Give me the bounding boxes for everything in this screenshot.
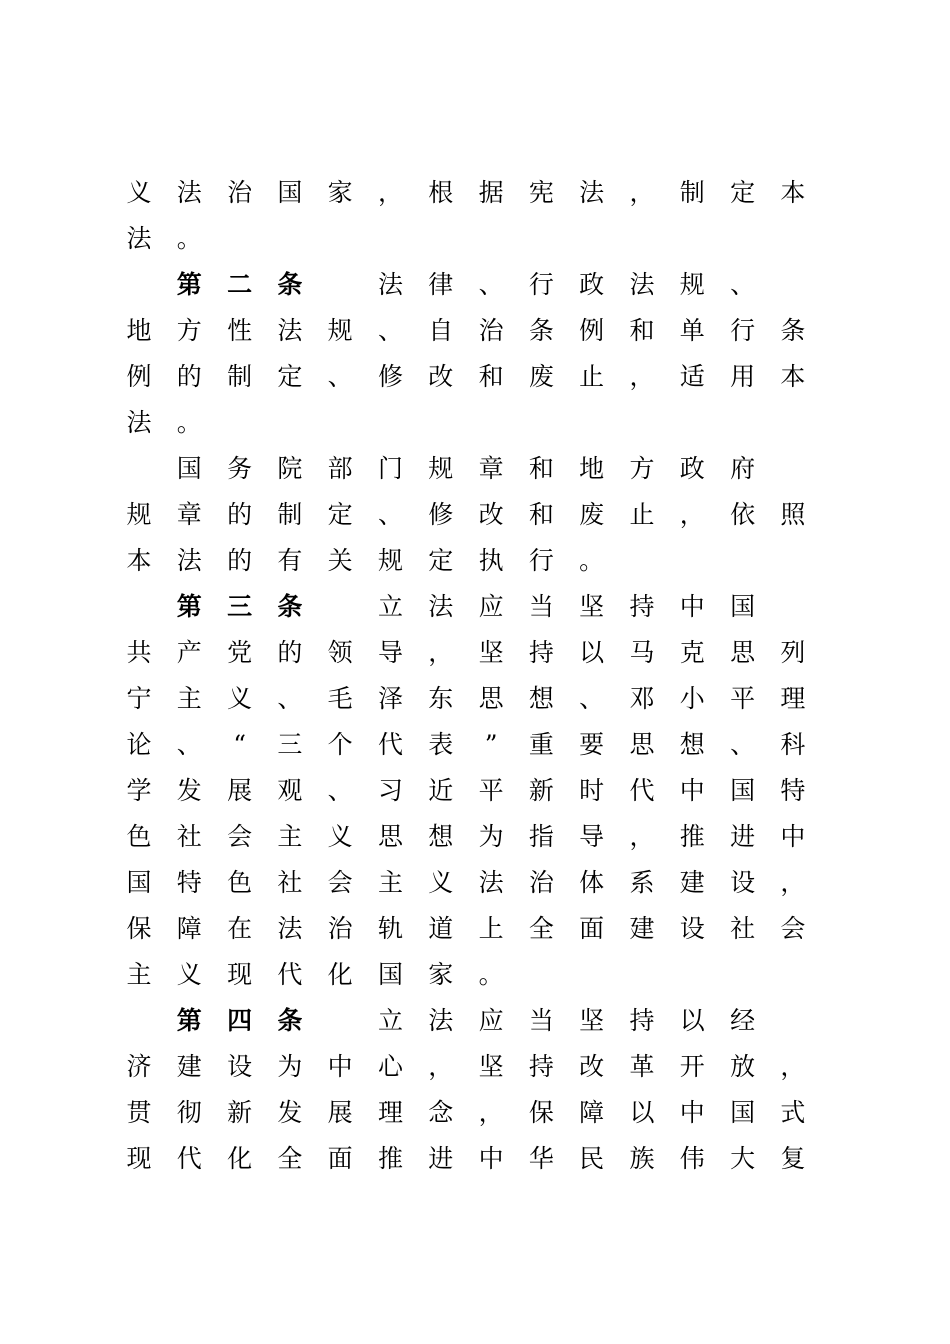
text-line [126, 360, 810, 394]
text-char: 想 [679, 730, 705, 759]
text-char: 定 [327, 500, 353, 529]
text-char: 学 [126, 776, 152, 805]
text-char: 平 [478, 776, 504, 805]
text-char: 民 [579, 1144, 605, 1173]
text-char: 义 [327, 822, 353, 851]
text-char: 化 [227, 1144, 253, 1173]
text-char: 法 [176, 178, 202, 207]
text-char: 、 [377, 316, 403, 345]
text-char: 中 [679, 776, 705, 805]
text-char: 关 [327, 546, 353, 575]
text-char: 大 [730, 1144, 756, 1173]
text-char: 有 [277, 546, 303, 575]
text-char: 推 [679, 822, 705, 851]
text-char: ” [484, 730, 498, 759]
text-char: 本 [780, 178, 806, 207]
text-char: 制 [679, 178, 705, 207]
text-char: 观 [277, 776, 303, 805]
text-char: 法 [629, 270, 655, 299]
text-char [122, 452, 156, 486]
text-line [130, 590, 810, 624]
text-char: 根 [428, 178, 454, 207]
text-char: 革 [629, 1052, 655, 1081]
text-char: 坚 [478, 1052, 504, 1081]
text-char: 式 [780, 1098, 806, 1127]
text-char: 华 [528, 1144, 554, 1173]
text-char [323, 590, 357, 624]
text-char: 国 [126, 868, 152, 897]
text-char: 持 [528, 1052, 554, 1081]
text-line [126, 682, 810, 716]
text-char: ， [629, 362, 655, 391]
text-char: 、 [478, 270, 504, 299]
text-char: 行 [730, 316, 756, 345]
text-char: 、 [730, 730, 756, 759]
text-char: ， [478, 1098, 504, 1127]
text-char: 心 [377, 1052, 403, 1081]
text-char: 为 [277, 1052, 303, 1081]
text-char: 国 [176, 454, 202, 483]
text-char: 改 [428, 362, 454, 391]
text-char: ， [629, 822, 655, 851]
text-char: 义 [176, 960, 202, 989]
text-char: 国 [377, 960, 403, 989]
text-char: ， [428, 1052, 454, 1081]
text-char: 的 [227, 500, 253, 529]
text-char: 国 [730, 776, 756, 805]
text-char: 会 [780, 914, 806, 943]
text-char: 治 [227, 178, 253, 207]
text-line [126, 406, 810, 440]
text-char: 止 [579, 362, 605, 391]
text-char [323, 268, 357, 302]
text-char: 进 [428, 1144, 454, 1173]
text-char: 制 [277, 500, 303, 529]
text-char: 系 [629, 868, 655, 897]
text-char: 家 [327, 178, 353, 207]
text-char: 设 [227, 1052, 253, 1081]
text-char: 条 [277, 270, 303, 299]
text-char: 止 [629, 500, 655, 529]
text-char: ， [780, 868, 806, 897]
text-char: 泽 [377, 684, 403, 713]
text-char: 族 [629, 1144, 655, 1173]
text-char: ， [679, 500, 705, 529]
text-char: 障 [579, 1098, 605, 1127]
text-char: 想 [428, 822, 454, 851]
text-char: 展 [327, 1098, 353, 1127]
text-char: 表 [428, 730, 454, 759]
text-char: 、 [579, 684, 605, 713]
text-char: 三 [227, 592, 253, 621]
text-char: 修 [428, 500, 454, 529]
text-char: 建 [629, 914, 655, 943]
text-char: 坚 [478, 638, 504, 667]
text-char: 废 [579, 500, 605, 529]
text-line [126, 958, 810, 992]
text-char: 法 [377, 270, 403, 299]
text-char: 适 [679, 362, 705, 391]
text-char: 行 [528, 546, 554, 575]
text-char: 建 [176, 1052, 202, 1081]
text-char: 门 [377, 454, 403, 483]
text-char: 伟 [679, 1144, 705, 1173]
text-char: 本 [780, 362, 806, 391]
text-char: 、 [277, 684, 303, 713]
text-line [126, 774, 810, 808]
text-char: 法 [126, 408, 152, 437]
text-char: 论 [126, 730, 152, 759]
text-char: 理 [377, 1098, 403, 1127]
text-char: 坚 [579, 1006, 605, 1035]
text-char: 社 [176, 822, 202, 851]
text-char: 依 [730, 500, 756, 529]
text-char [122, 1004, 156, 1038]
text-line [126, 866, 810, 900]
text-char: 主 [176, 684, 202, 713]
text-char: 济 [126, 1052, 152, 1081]
text-line [126, 728, 810, 762]
text-char: 主 [277, 822, 303, 851]
text-char: 展 [227, 776, 253, 805]
text-char: 法 [478, 868, 504, 897]
text-char: 政 [679, 454, 705, 483]
text-char: 规 [377, 546, 403, 575]
text-line [126, 1096, 810, 1130]
text-char: 现 [227, 960, 253, 989]
text-char: 方 [176, 316, 202, 345]
text-char: 国 [730, 1098, 756, 1127]
text-char: 国 [277, 178, 303, 207]
text-char: 法 [579, 178, 605, 207]
text-char: 法 [277, 914, 303, 943]
text-char: 定 [277, 362, 303, 391]
text-char: 毛 [327, 684, 353, 713]
text-char: 院 [277, 454, 303, 483]
text-line [130, 268, 810, 302]
text-line [130, 1004, 810, 1038]
text-char: 中 [478, 1144, 504, 1173]
text-char: 思 [629, 730, 655, 759]
text-char: 本 [126, 546, 152, 575]
text-char: 念 [428, 1098, 454, 1127]
text-char: 思 [730, 638, 756, 667]
text-char: 障 [176, 914, 202, 943]
text-char: 治 [528, 868, 554, 897]
text-char: 现 [126, 1144, 152, 1173]
text-char: ， [428, 638, 454, 667]
text-char: 小 [679, 684, 705, 713]
text-char: 立 [377, 1006, 403, 1035]
text-char: 二 [227, 270, 253, 299]
text-char: 为 [478, 822, 504, 851]
text-char: ， [377, 178, 403, 207]
text-char: 复 [780, 1144, 806, 1173]
text-char: 开 [679, 1052, 705, 1081]
text-char [122, 268, 156, 302]
text-char: 想 [528, 684, 554, 713]
text-char: 习 [377, 776, 403, 805]
text-char: 治 [327, 914, 353, 943]
text-char: 马 [629, 638, 655, 667]
text-char: 规 [679, 270, 705, 299]
text-char: 治 [478, 316, 504, 345]
text-char: 方 [629, 454, 655, 483]
text-line [126, 222, 810, 256]
text-char: 上 [478, 914, 504, 943]
text-char: 法 [428, 1006, 454, 1035]
text-char: 律 [428, 270, 454, 299]
text-char: 府 [730, 454, 756, 483]
text-char: 导 [579, 822, 605, 851]
text-char: 面 [579, 914, 605, 943]
text-char: 思 [478, 684, 504, 713]
text-char: 新 [227, 1098, 253, 1127]
text-line [126, 176, 810, 210]
text-char: 和 [528, 500, 554, 529]
text-char: 列 [780, 638, 806, 667]
text-char: 全 [528, 914, 554, 943]
text-char: 宪 [528, 178, 554, 207]
text-char: 领 [327, 638, 353, 667]
text-char: 家 [428, 960, 454, 989]
text-char: 改 [478, 500, 504, 529]
text-char: 彻 [176, 1098, 202, 1127]
text-char: 持 [629, 592, 655, 621]
text-char: 代 [176, 1144, 202, 1173]
text-char [122, 590, 156, 624]
text-char: 共 [126, 638, 152, 667]
text-char: 以 [629, 1098, 655, 1127]
text-line [126, 636, 810, 670]
text-char: 设 [730, 868, 756, 897]
text-char: 应 [478, 1006, 504, 1035]
text-char: 东 [428, 684, 454, 713]
text-char: 建 [679, 868, 705, 897]
text-char: 例 [126, 362, 152, 391]
text-char: 色 [227, 868, 253, 897]
text-char: 发 [176, 776, 202, 805]
text-char: 新 [528, 776, 554, 805]
text-char: 中 [780, 822, 806, 851]
text-line [126, 912, 810, 946]
text-char: 社 [730, 914, 756, 943]
text-char: 规 [126, 500, 152, 529]
text-char: 第 [176, 592, 202, 621]
text-char: 代 [277, 960, 303, 989]
text-char: 修 [377, 362, 403, 391]
text-char: 全 [277, 1144, 303, 1173]
text-char: 轨 [377, 914, 403, 943]
text-char: 章 [478, 454, 504, 483]
text-char: 义 [126, 178, 152, 207]
text-char: 四 [227, 1006, 253, 1035]
text-char: 邓 [629, 684, 655, 713]
text-char: 克 [679, 638, 705, 667]
text-char: 改 [579, 1052, 605, 1081]
text-char: 、 [327, 776, 353, 805]
text-char: 地 [579, 454, 605, 483]
text-line [126, 314, 810, 348]
text-char: 党 [227, 638, 253, 667]
text-char: 条 [780, 316, 806, 345]
text-char: 自 [428, 316, 454, 345]
text-char: 的 [176, 362, 202, 391]
text-line [126, 1142, 810, 1176]
text-char: 务 [227, 454, 253, 483]
text-char: 、 [176, 730, 202, 759]
text-char: 指 [528, 822, 554, 851]
text-char: 保 [528, 1098, 554, 1127]
text-char: 。 [176, 224, 202, 253]
text-char: 代 [629, 776, 655, 805]
text-char: 、 [377, 500, 403, 529]
text-char: 在 [227, 914, 253, 943]
text-char: 贯 [126, 1098, 152, 1127]
text-char: 、 [327, 362, 353, 391]
text-char: 当 [528, 1006, 554, 1035]
text-char: 重 [528, 730, 554, 759]
text-char: 科 [780, 730, 806, 759]
text-char: 第 [176, 270, 202, 299]
text-char: 和 [528, 454, 554, 483]
text-char: 以 [579, 638, 605, 667]
text-char: 规 [428, 454, 454, 483]
text-char: 。 [176, 408, 202, 437]
text-char: 章 [176, 500, 202, 529]
text-char: 义 [428, 868, 454, 897]
text-char: 中 [679, 592, 705, 621]
text-char: 时 [579, 776, 605, 805]
text-char: 要 [579, 730, 605, 759]
text-char: 。 [478, 960, 504, 989]
text-char: 产 [176, 638, 202, 667]
text-char: 规 [327, 316, 353, 345]
text-char: 坚 [579, 592, 605, 621]
text-char: 以 [679, 1006, 705, 1035]
text-char: 保 [126, 914, 152, 943]
text-char: 和 [478, 362, 504, 391]
text-char: 导 [377, 638, 403, 667]
text-char: 主 [126, 960, 152, 989]
text-char: 制 [227, 362, 253, 391]
text-char: 经 [730, 1006, 756, 1035]
text-char: 执 [478, 546, 504, 575]
text-char: 进 [730, 822, 756, 851]
text-char: 行 [528, 270, 554, 299]
text-char: 地 [126, 316, 152, 345]
text-char: 性 [227, 316, 253, 345]
text-char: 平 [730, 684, 756, 713]
text-char: 主 [377, 868, 403, 897]
text-char: 特 [176, 868, 202, 897]
text-char: 设 [679, 914, 705, 943]
text-char: 单 [679, 316, 705, 345]
text-char: 条 [277, 592, 303, 621]
text-char: 个 [327, 730, 353, 759]
text-char: 条 [528, 316, 554, 345]
text-char: ， [780, 1052, 806, 1081]
text-line [126, 544, 810, 578]
text-char: 、 [730, 270, 756, 299]
text-char: 第 [176, 1006, 202, 1035]
text-char: 法 [277, 316, 303, 345]
text-char: 定 [428, 546, 454, 575]
text-char: 当 [528, 592, 554, 621]
text-char: 色 [126, 822, 152, 851]
text-char: 和 [629, 316, 655, 345]
text-char: 应 [478, 592, 504, 621]
text-char: 废 [528, 362, 554, 391]
text-char: 照 [780, 500, 806, 529]
text-char: 近 [428, 776, 454, 805]
text-char: 持 [528, 638, 554, 667]
text-char: 持 [629, 1006, 655, 1035]
text-char: 部 [327, 454, 353, 483]
text-char: 。 [579, 546, 605, 575]
text-char: 法 [176, 546, 202, 575]
text-char: 政 [579, 270, 605, 299]
text-char: 放 [730, 1052, 756, 1081]
text-char [323, 1004, 357, 1038]
text-line [126, 1050, 810, 1084]
text-char: 中 [679, 1098, 705, 1127]
text-char: 的 [227, 546, 253, 575]
text-line [126, 820, 810, 854]
text-char: 三 [277, 730, 303, 759]
text-char: 用 [730, 362, 756, 391]
text-char: 立 [377, 592, 403, 621]
text-char: 的 [277, 638, 303, 667]
text-char: 体 [579, 868, 605, 897]
text-char: 面 [327, 1144, 353, 1173]
text-char: 中 [327, 1052, 353, 1081]
text-char: 条 [277, 1006, 303, 1035]
text-char: 会 [327, 868, 353, 897]
text-char: 法 [126, 224, 152, 253]
text-char: 社 [277, 868, 303, 897]
text-char: 化 [327, 960, 353, 989]
text-char: 据 [478, 178, 504, 207]
text-char: 宁 [126, 684, 152, 713]
text-char: 例 [579, 316, 605, 345]
text-char: 国 [730, 592, 756, 621]
text-char: 法 [428, 592, 454, 621]
text-char: 理 [780, 684, 806, 713]
text-char: 会 [227, 822, 253, 851]
text-char: 义 [227, 684, 253, 713]
text-char: 道 [428, 914, 454, 943]
text-char: 代 [377, 730, 403, 759]
text-char: “ [233, 730, 246, 759]
text-line [126, 498, 810, 532]
text-char: 定 [730, 178, 756, 207]
text-char: 思 [377, 822, 403, 851]
text-char: 推 [377, 1144, 403, 1173]
text-char: 发 [277, 1098, 303, 1127]
text-line [130, 452, 810, 486]
text-char: 特 [780, 776, 806, 805]
text-char: ， [629, 178, 655, 207]
